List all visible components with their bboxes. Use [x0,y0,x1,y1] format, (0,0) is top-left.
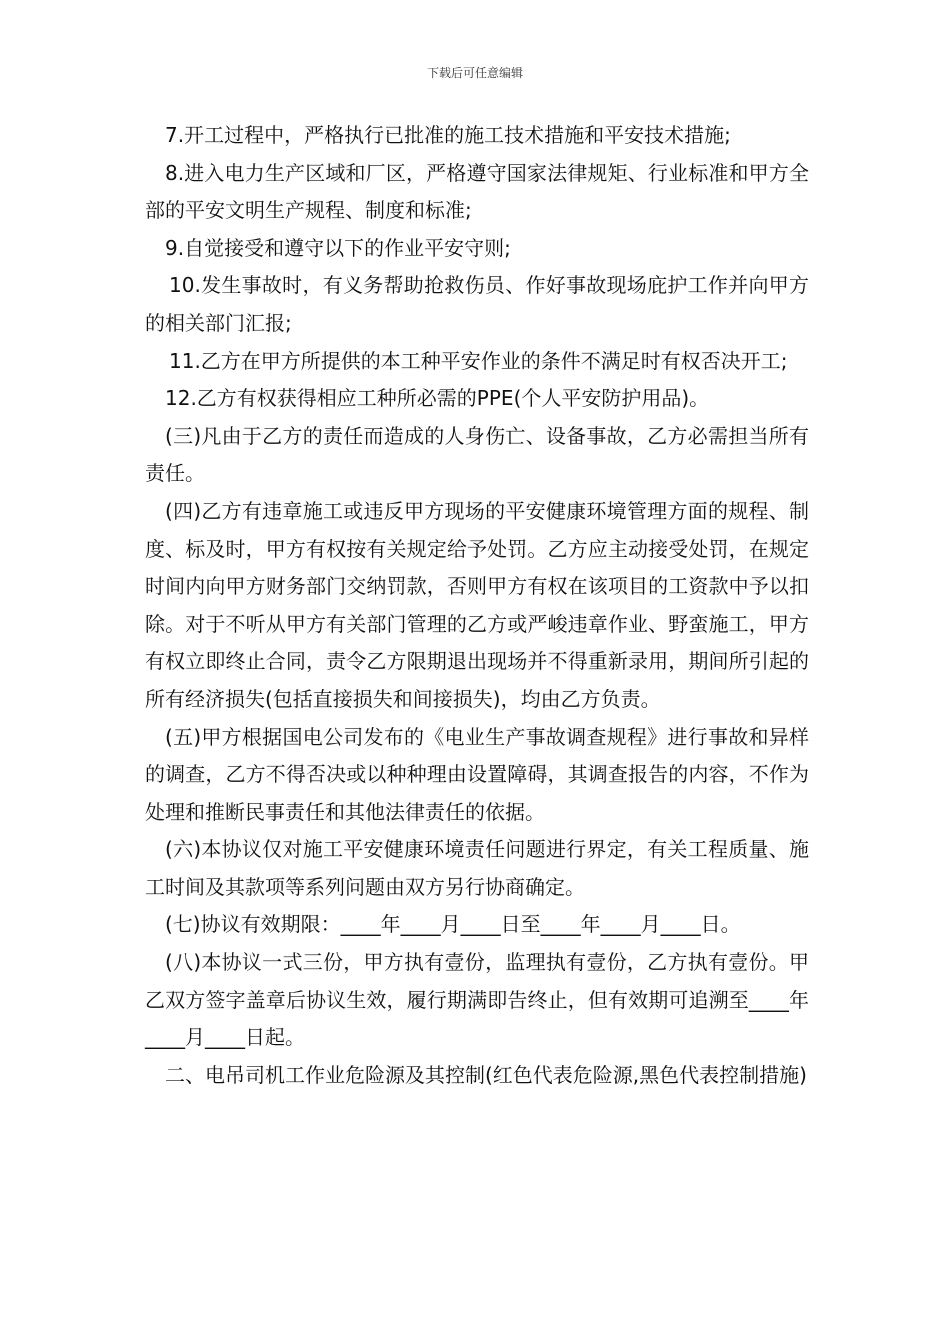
clause-8: 8.进入电力生产区域和厂区，严格遵守国家法律规矩、行业标准和甲方全部的平安文明生产规程、制度和标准; [145,160,809,223]
section-8: (八)本协议一式三份，甲方执有壹份，监理执有壹份，乙方执有壹份。甲乙双方签字盖章后协议生效，履行期满即告终止，但有效期可追溯至____年____月____日起。 [145,950,809,1050]
clause-9: 9.自觉接受和遵守以下的作业平安守则; [165,235,511,260]
section-7: (七)协议有效期限：____年____月____日至____年____月____日。 [165,912,741,937]
section-4: (四)乙方有违章施工或违反甲方现场的平安健康环境管理方面的规程、制度、标及时，甲方有权按有关规定给予处罚。乙方应主动接受处罚，在规定时间内向甲方财务部门交纳罚款，否则甲方有权在该项目的工资款中予以扣除。对于不听从甲方有关部门管理的乙方或严峻违章作业、野蛮施工，甲方有权立即终止合同，责令乙方限期退出现场并不得重新录用，期间所引起的所有经济损失(包括直接损失和间接损失)，均由乙方负责。 [145,498,809,711]
clause-12: 12.乙方有权获得相应工种所必需的PPE(个人平安防护用品)。 [165,386,710,411]
part-2-heading: 二、电吊司机工作业危险源及其控制(红色代表危险源,黑色代表控制措施) [165,1062,807,1087]
document-body [145,117,809,1094]
clause-7: 7.开工过程中，严格执行已批准的施工技术措施和平安技术措施; [165,123,731,147]
section-6: (六)本协议仅对施工平安健康环境责任问题进行界定，有关工程质量、施工时间及其款项等系列问题由双方另行协商确定。 [145,837,809,899]
section-3: (三)凡由于乙方的责任而造成的人身伤亡、设备事故，乙方必需担当所有责任。 [145,423,809,486]
section-5: (五)甲方根据国电公司发布的《电业生产事故调查规程》进行事故和异样的调查，乙方不得否决或以种种理由设置障碍，其调查报告的内容，不作为处理和推断民事责任和其他法律责任的依据。 [145,724,809,824]
page-header: 下载后可任意编辑 [426,66,523,80]
clause-11: 11.乙方在甲方所提供的本工种平安作业的条件不满足时有权否决开工; [169,348,788,373]
clause-10: 10.发生事故时，有义务帮助抢救伤员、作好事故现场庇护工作并向甲方的相关部门汇报; [145,273,809,335]
